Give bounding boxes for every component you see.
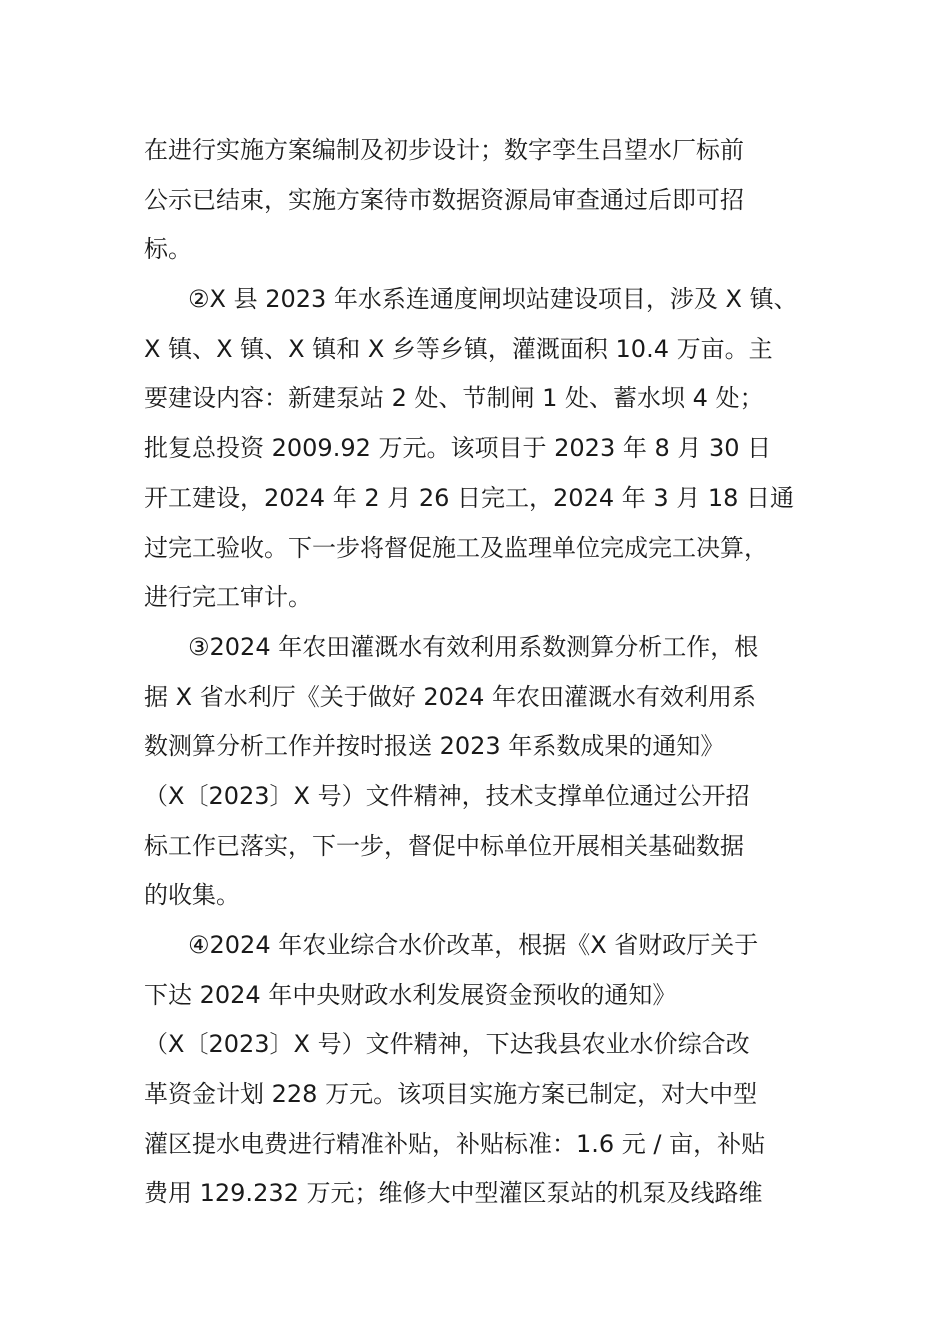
text-line: 过完工验收。下一步将督促施工及监理单位完成完工决算， [144,533,768,562]
text-line: 数测算分析工作并按时报送 2023 年系数成果的通知》 [144,732,725,761]
text-line: 在进行实施方案编制及初步设计；数字孪生吕望水厂标前 [144,136,744,164]
text-line: 的收集。 [144,881,240,910]
text-line: 标。 [144,235,192,264]
text-line: 灌区提水电费进行精准补贴，补贴标准：1.6 元 / 亩，补贴 [144,1129,766,1158]
text-line: 批复总投资 2009.92 万元。该项目于 2023 年 8 月 30 日 [144,434,772,463]
text-line: 据 X 省水利厅《关于做好 2024 年农田灌溉水有效利用系 [144,682,757,711]
text-line: X 镇、X 镇、X 镇和 X 乡等乡镇，灌溉面积 10.4 万亩。主 [144,334,773,363]
paragraph-start-line: ④2024 年农业综合水价改革，根据《X 省财政厅关于 [188,931,759,959]
text-line: 进行完工审计。 [144,583,312,612]
paragraph-start-line: ②X 县 2023 年水系连通度闸坝站建设项目，涉及 X 镇、 [188,285,798,314]
text-line: 标工作已落实，下一步，督促中标单位开展相关基础数据 [144,831,744,860]
text-line: （X〔2023〕X 号）文件精神，下达我县农业水价综合改 [144,1030,750,1059]
text-line: 公示已结束，实施方案待市数据资源局审查通过后即可招 [144,185,744,214]
text-line: 革资金计划 228 万元。该项目实施方案已制定，对大中型 [144,1080,758,1109]
text-line: 开工建设，2024 年 2 月 26 日完工，2024 年 3 月 18 日通 [144,483,795,512]
text-line: 要建设内容：新建泵站 2 处、节制闸 1 处、蓄水坝 4 处； [144,384,764,413]
body-text [144,126,814,1219]
text-line: （X〔2023〕X 号）文件精神，技术支撑单位通过公开招 [144,781,750,810]
text-line: 下达 2024 年中央财政水利发展资金预收的通知》 [144,980,677,1009]
paragraph-start-line: ③2024 年农田灌溉水有效利用系数测算分析工作，根 [188,632,759,661]
text-line: 费用 129.232 万元；维修大中型灌区泵站的机泵及线路维 [144,1179,763,1208]
